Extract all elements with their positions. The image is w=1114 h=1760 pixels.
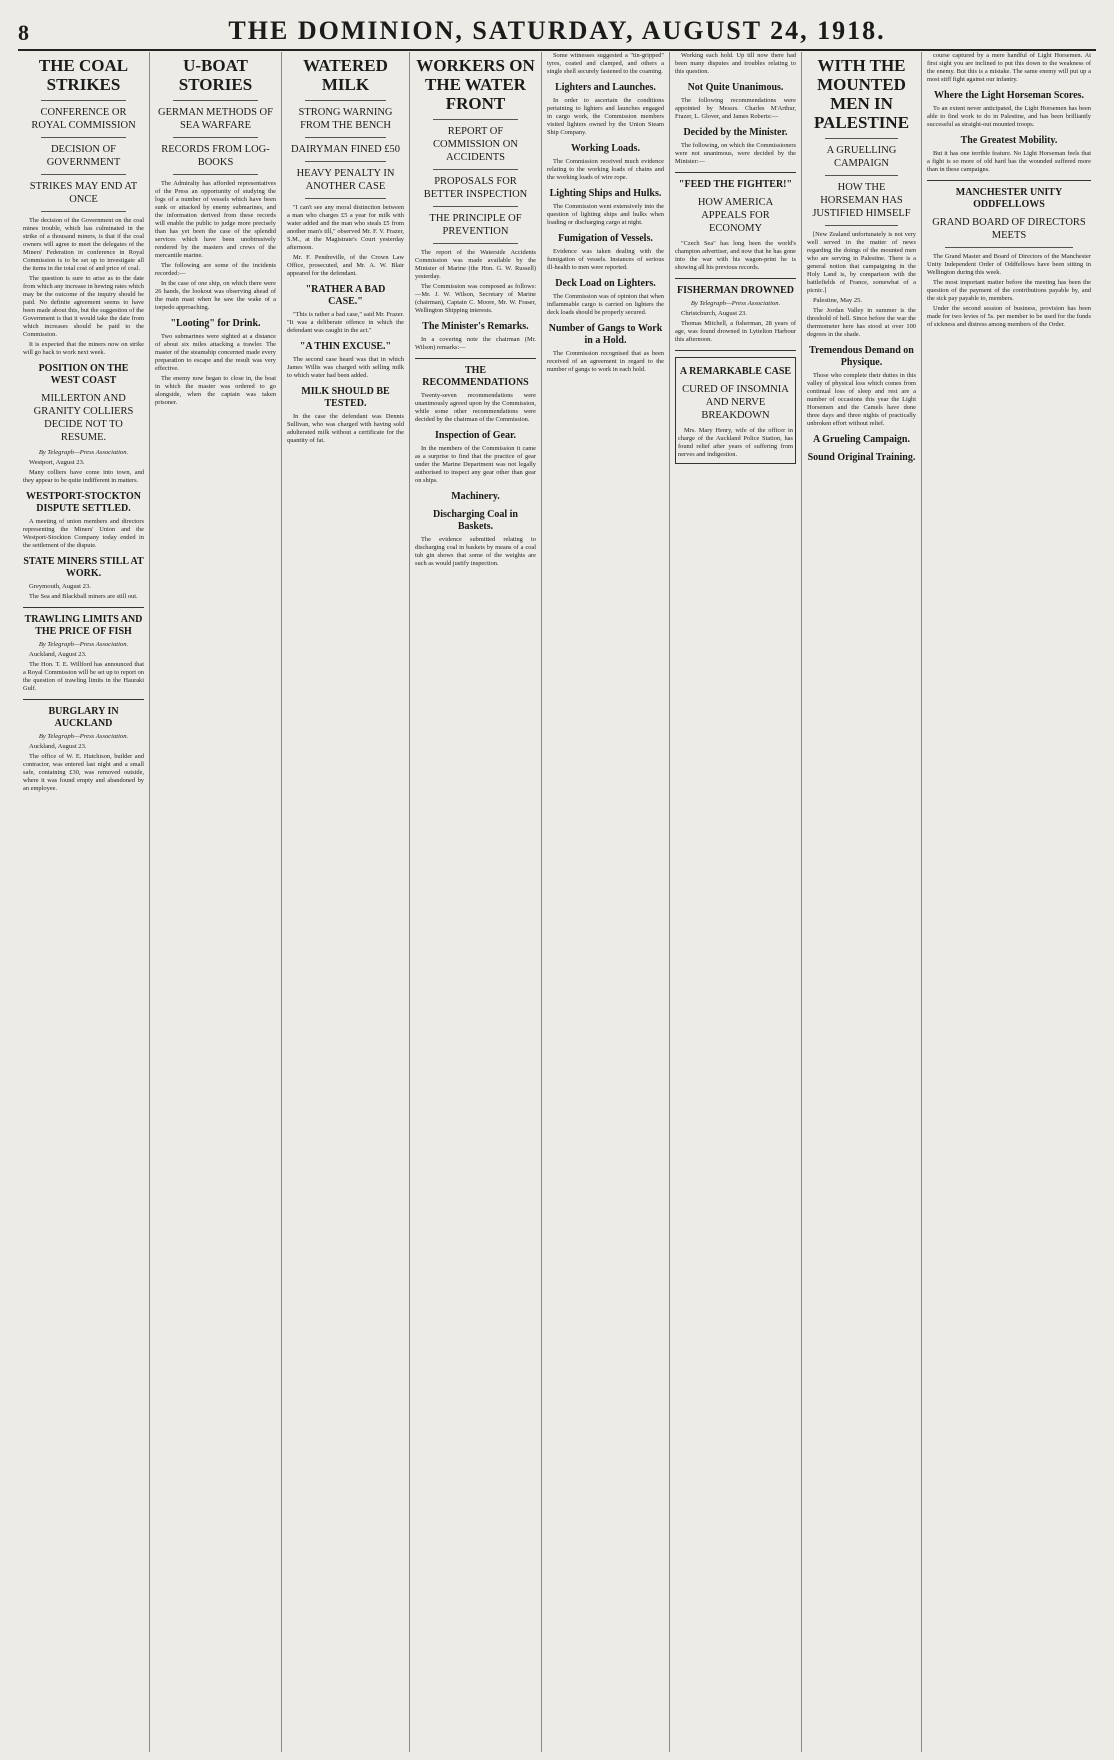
paragraph: In the members of the Commission it came as a surprise to find that the practice of gear under the Marine Department was not legally authorised to inspect any gear other than gear on ships. (415, 445, 536, 484)
ad-body (678, 427, 793, 459)
subhead-proposals: PROPOSALS FOR BETTER INSPECTION (423, 176, 528, 200)
article-body (807, 231, 916, 295)
subhead-grueling-campaign: A Grueling Campaign. (813, 434, 910, 445)
paragraph: The evidence submitted relating to discharging coal in baskets by means of a coal tub gin shows that some of the weights are such as would justify inspection. (415, 536, 536, 567)
subhead-decided-minister: Decided by the Minister. (683, 127, 788, 138)
subhead-looting: "Looting" for Drink. (170, 318, 261, 329)
subhead-lighters: Lighters and Launches. (555, 82, 656, 93)
advertisement-box (675, 357, 796, 464)
article-body (675, 320, 796, 344)
article-body (547, 350, 664, 374)
divider (41, 174, 126, 175)
ad-headline: A REMARKABLE CASE (679, 366, 792, 377)
paragraph: In the case of one ship, on which there were 26 hands, the lookout was observing ahead of the main mast when he saw the wake of a torpedo approaching. (155, 280, 276, 311)
article-body (547, 52, 664, 76)
article-body (547, 97, 664, 137)
column-3 (282, 52, 410, 1752)
column-8 (922, 52, 1096, 1752)
article-body (23, 661, 144, 693)
article-body (927, 52, 1091, 84)
subhead-rather-bad-case: "RATHER A BAD CASE." (305, 284, 386, 307)
paragraph: In a covering note the chairman (Mr. Wilson) remarks:— (415, 336, 536, 351)
headline-burglary: BURGLARY IN AUCKLAND (48, 706, 119, 729)
paragraph: The most important matter before the meeting has been the question of the payment of the contributions payable by, and the sick pay payable to, members. (927, 279, 1091, 302)
subhead-state-miners: STATE MINERS STILL AT WORK. (23, 556, 144, 579)
paragraph: Many colliers have come into town, and they appear to be quite indifferent in matters. (23, 469, 144, 484)
subhead-not-unanimous: Not Quite Unanimous. (687, 82, 784, 93)
article-body (415, 392, 536, 424)
article-body (415, 336, 536, 352)
paragraph: [New Zealand unfortunately is not very well served in the matter of news regarding the doings of the mounted men who are serving in Palestine. There is a general notion that campaigning in the Holy Land is, by comparison with the battlefields of France, somewhat of a picnic.] (807, 231, 916, 294)
subhead-tremendous-demand: Tremendous Demand on Physique. (809, 345, 914, 368)
article-body (287, 204, 404, 278)
headline-trawling: TRAWLING LIMITS AND THE PRICE OF FISH (24, 614, 143, 637)
subhead-fumigation: Fumigation of Vessels. (558, 233, 653, 244)
article-body (927, 105, 1091, 129)
divider (173, 137, 258, 138)
article-body (675, 240, 796, 272)
page-number: 8 (18, 20, 29, 45)
subhead-working-loads: Working Loads. (571, 143, 640, 154)
divider (41, 137, 126, 138)
paragraph: The report of the Waterside Accidents Commission was made available by the Minister of Marine (the Hon. G. W. Russell) yesterday. (415, 249, 536, 280)
article-body (23, 217, 144, 357)
newspaper-title: THE DOMINION, SATURDAY, AUGUST 24, 1918. (228, 16, 886, 45)
headline-feed-fighter: "FEED THE FIGHTER!" (678, 179, 793, 190)
headline-fisherman-drowned: FISHERMAN DROWNED (677, 285, 794, 296)
article-body (287, 413, 404, 445)
subhead-grand-board: GRAND BOARD OF DIRECTORS MEETS (932, 217, 1086, 241)
paragraph: The Hon. T. E. Willford has announced that a Royal Commission will be set up to report on the question of trawling limits in the Hauraki Gulf. (23, 661, 144, 692)
paragraph: In order to ascertain the conditions pertaining to lighters and launches engaged in cargo work, the Commission members visited lighters owned by the Union Steam Ship Company. (547, 97, 664, 136)
paragraph: To an extent never anticipated, the Light Horsemen has been able to find work to do in Palestine, and has been brilliantly successful as straight-out mounted troops. (927, 105, 1091, 128)
divider (825, 175, 898, 176)
subhead-recommendations: THE RECOMMENDATIONS (422, 365, 529, 388)
paragraph: The following are some of the incidents recorded:— (155, 262, 276, 277)
divider (675, 350, 796, 351)
article-body (287, 356, 404, 380)
paragraph: "This is rather a bad case," said Mr. Frazer. "It was a deliberate offence in which the defendant was caught in the act." (287, 311, 404, 334)
paragraph: The decision of the Government on the coal mines trouble, which has culminated in the strike of a thousand miners, is that if the coal owners will agree to meet the delegates of the Miners' Federation in conference in Royal Commission is to be set up to investigate all the items in the total cost of and price of coal. (23, 217, 144, 272)
article-body (547, 203, 664, 227)
article-body (155, 333, 276, 407)
paragraph: The following recommendations were appointed by Messrs. Charles M'Arthur, Frazer, L. Glover, and James Roberts:— (675, 97, 796, 120)
divider (41, 211, 126, 212)
subhead-decision: DECISION OF GOVERNMENT (46, 144, 121, 168)
paragraph: The second case heard was that in which James Willis was charged with selling milk to which water had been added. (287, 356, 404, 379)
paragraph: The Commission was composed as follows:—Mr. J. W. Wilson, Secretary of Marine (chairman), Captain C. Moore, Mr. W. Fraser, Wellington Shipping interests. (415, 283, 536, 314)
paragraph: Evidence was taken dealing with the fumigation of vessels. Instances of serious ill-health to men were reported. (547, 248, 664, 271)
subhead-milk-tested: MILK SHOULD BE TESTED. (301, 386, 390, 409)
paragraph: Those who complete their duties in this valley of physical loss which comes from continual loss of sleep and rest are a number of occasions this year the Light Horsemen and the Camels have done three days and three nights of practically unbroken effort without relief. (807, 372, 916, 427)
ad-subhead: CURED OF INSOMNIA AND NERVE BREAKDOWN (682, 384, 789, 421)
dateline: Greymouth, August 23. (29, 583, 91, 590)
subhead-machinery: Machinery. (451, 491, 500, 502)
paragraph: The Commission was of opinion that when inflammable cargo is carried on lighters the deck loads should be properly secured. (547, 293, 664, 316)
paragraph: "I can't see any moral distinction between a man who charges £5 a year for milk with water added and the man who steals £5 from another man's till," observed Mr. F. V. Frazer, S.M., at the Magistrate's Court yesterday afternoon. (287, 204, 404, 251)
article-body (23, 593, 144, 601)
paragraph: Under the second session of business, provision has been made for two levies of 5s. per member to be used for the funds of sickness and distress among members of the Order. (927, 305, 1091, 328)
divider (825, 138, 898, 139)
paragraph: Thomas Mitchell, a fisherman, 28 years of age, was found drowned in Lyttelton Harbour this afternoon. (675, 320, 796, 343)
column-5 (542, 52, 670, 1752)
subhead-german-methods: GERMAN METHODS OF SEA WARFARE (158, 107, 273, 131)
subhead-west-coast: POSITION ON THE WEST COAST (38, 363, 129, 386)
paragraph: The office of W. E. Hutchison, builder and contractor, was entered last night and a small safe, containing £30, was removed outside, where it was found empty and abandoned by an employee. (23, 753, 144, 792)
article-body (155, 180, 276, 312)
paragraph: The Commission recognised that as been received of an agreement in regard to the number of gangs to work in each hold. (547, 350, 664, 373)
subhead-westport-stockton: WESTPORT-STOCKTON DISPUTE SETTLED. (25, 491, 142, 514)
subhead-conference: CONFERENCE OR ROYAL COMMISSION (31, 107, 136, 131)
paragraph: The Jordan Valley in summer is the threshold of hell. Since before the war the thermometer here has stood at over 100 degrees in the shade. (807, 307, 916, 338)
article-body (23, 469, 144, 485)
subhead-deck-load: Deck Load on Lighters. (555, 278, 656, 289)
column-4 (410, 52, 542, 1752)
column-2 (150, 52, 282, 1752)
article-body (415, 536, 536, 568)
subhead-grueling: A GRUELLING CAMPAIGN (826, 145, 897, 169)
article-body (927, 150, 1091, 174)
divider (305, 100, 386, 101)
article-body (23, 518, 144, 550)
divider (23, 699, 144, 700)
byline: By Telegraph—Press Association. (690, 300, 781, 307)
article-body (807, 307, 916, 339)
subhead-minister-remarks: The Minister's Remarks. (422, 321, 529, 332)
article-body (547, 293, 664, 317)
subhead-principle: THE PRINCIPLE OF PREVENTION (429, 213, 522, 237)
paragraph: The following, on which the Commissioners were not unanimous, were decided by the Minister:— (675, 142, 796, 165)
divider (415, 358, 536, 359)
column-6 (670, 52, 802, 1752)
dateline: Palestine, May 25. (813, 297, 863, 304)
paragraph: In the case the defendant was Dennis Sullivan, who was charged with having sold adulterated milk without a certificate for the quantity of fat. (287, 413, 404, 444)
article-body (807, 372, 916, 428)
subhead-america-economy: HOW AMERICA APPEALS FOR ECONOMY (697, 197, 774, 234)
paragraph: Two submarines were sighted at a distance of about six miles attacking a trawler. The master of the steamship concerned made every preparation to escape and the result was very effective. (155, 333, 276, 372)
masthead (18, 4, 1096, 51)
divider (173, 174, 258, 175)
subhead-strikes-end: STRIKES MAY END AT ONCE (29, 181, 138, 205)
headline-water-front: WORKERS ON THE WATER FRONT (416, 56, 535, 113)
paragraph: "Czech Sea" has long been the world's champion advertiser, and now that he has gone into the war with his wagon-print he is showing all his previous records. (675, 240, 796, 271)
divider (825, 225, 898, 226)
divider (433, 243, 518, 244)
headline-mounted-men: WITH THE MOUNTED MEN IN PALESTINE (813, 56, 910, 132)
column-1 (18, 52, 150, 1752)
subhead-report: REPORT OF COMMISSION ON ACCIDENTS (433, 126, 518, 163)
divider (675, 172, 796, 173)
subhead-inspection-gear: Inspection of Gear. (434, 430, 517, 441)
paragraph: The enemy now began to close in, the boat in which the master was ordered to go alongside, when the captain was taken prisoner. (155, 375, 276, 406)
divider (305, 198, 386, 199)
article-body (547, 158, 664, 182)
divider (927, 180, 1091, 181)
article-body (675, 52, 796, 76)
dateline: Christchurch, August 23. (681, 310, 747, 317)
paragraph: The Commission went extensively into the question of lighting ships and hulks when loading or discharging cargo at night. (547, 203, 664, 226)
paragraph: The Grand Master and Board of Directors of the Manchester Unity Independent Order of Oddfellows have been sitting in Wellington during this week. (927, 253, 1091, 276)
divider (945, 247, 1073, 248)
column-7 (802, 52, 922, 1752)
paragraph: The Admiralty has afforded representatives of the Press an opportunity of studying the logs of a number of vessels which have been sunk or attacked by enemy submarines, and the information derived from these records will enable the public to judge more precisely than has yet been the case of the splendid services which have been unobtrusively rendered by the masters and crews of the mercantile marine. (155, 180, 276, 259)
subhead-light-horseman-scores: Where the Light Horseman Scores. (934, 90, 1084, 101)
subhead-millerton: MILLERTON AND GRANITY COLLIERS DECIDE NOT TO RESUME. (33, 393, 134, 443)
divider (305, 161, 386, 162)
article-body (415, 445, 536, 485)
paragraph: The Commission received much evidence relating to the working loads of chains and the working loads of wire rope. (547, 158, 664, 181)
paragraph: Some witnesses suggested a "tin-gripped" tyres, coated and clamped, and others a single shell securely fastened to the coaming. (547, 52, 664, 75)
dateline: Westport, August 23. (29, 459, 85, 466)
paragraph: course captured by a mere handful of Light Horsemen. At first sight you are inclined to put this down to the weakness of the enemy. But this is a mistake. The same enemy will put up a most stiff fight against our infantry. (927, 52, 1091, 83)
article-body (927, 253, 1091, 329)
article-body (415, 249, 536, 315)
columns (18, 52, 1096, 1752)
article-body (287, 311, 404, 335)
paragraph: It is expected that the miners now on strike will go back to work next week. (23, 341, 144, 356)
subhead-log-books: RECORDS FROM LOG-BOOKS (161, 144, 270, 168)
subhead-lighting-ships: Lighting Ships and Hulks. (549, 188, 662, 199)
headline-watered-milk: WATERED MILK (303, 56, 388, 94)
divider (23, 607, 144, 608)
paragraph: But it has one terrible feature. No Light Horseman feels that a fight is so more of old hard has the wounded suffered more than in these campaigns. (927, 150, 1091, 173)
divider (433, 206, 518, 207)
byline: By Telegraph—Press Association. (38, 641, 129, 648)
divider (433, 119, 518, 120)
subhead-horseman: HOW THE HORSEMAN HAS JUSTIFIED HIMSELF (812, 182, 911, 219)
paragraph: Twenty-seven recommendations were unanimously agreed upon by the Commission, while some other recommendations were decided by the chairman of the Commission. (415, 392, 536, 423)
subhead-dairyman-fined: DAIRYMAN FINED £50 (290, 144, 401, 155)
paragraph: A meeting of union members and directors representing the Miners' Union and the Westport-Stockton Company today ended in the settlement of the dispute. (23, 518, 144, 549)
subhead-sound-training: Sound Original Training. (807, 452, 916, 463)
paragraph: Working each hold. Up till now there had been many disputes and troubles relating to this question. (675, 52, 796, 75)
subhead-heavy-penalty: HEAVY PENALTY IN ANOTHER CASE (296, 168, 395, 192)
divider (305, 137, 386, 138)
headline-manchester-unity: MANCHESTER UNITY ODDFELLOWS (955, 187, 1063, 210)
headline-u-boat: U-BOAT STORIES (178, 56, 253, 94)
paragraph: Mrs. Mary Henry, wife of the officer in charge of the Auckland Police Station, has found relief after years of suffering from nerves and indigestion. (678, 427, 793, 458)
paragraph: Mr. F. Pendreville, of the Crown Law Office, prosecuted, and Mr. A. W. Blair appeared for the defendant. (287, 254, 404, 277)
paragraph: The question is sure to arise as to the date from which any increase in hewing rates which may be the outcome of the inquiry should be paid. No definite agreement seems to have been made about this, but the suggestion of the Government is that it would take the date from which increases should be paid to the Commission. (23, 275, 144, 338)
dateline: Auckland, August 23. (29, 651, 87, 658)
article-body (23, 753, 144, 793)
divider (173, 100, 258, 101)
headline-coal-strikes: THE COAL STRIKES (38, 56, 129, 94)
article-body (675, 142, 796, 166)
article-body (675, 97, 796, 121)
byline: By Telegraph—Press Association. (38, 449, 129, 456)
divider (675, 278, 796, 279)
subhead-thin-excuse: "A THIN EXCUSE." (299, 341, 392, 352)
dateline: Auckland, August 23. (29, 743, 87, 750)
subhead-greatest-mobility: The Greatest Mobility. (960, 135, 1058, 146)
subhead-discharging-coal: Discharging Coal in Baskets. (432, 509, 518, 532)
divider (41, 100, 126, 101)
subhead-strong-warning: STRONG WARNING FROM THE BENCH (298, 107, 393, 131)
paragraph: The Sea and Blackball miners are still out. (29, 593, 138, 600)
divider (433, 169, 518, 170)
subhead-number-gangs: Number of Gangs to Work in a Hold. (548, 323, 663, 346)
byline: By Telegraph—Press Association. (38, 733, 129, 740)
article-body (547, 248, 664, 272)
